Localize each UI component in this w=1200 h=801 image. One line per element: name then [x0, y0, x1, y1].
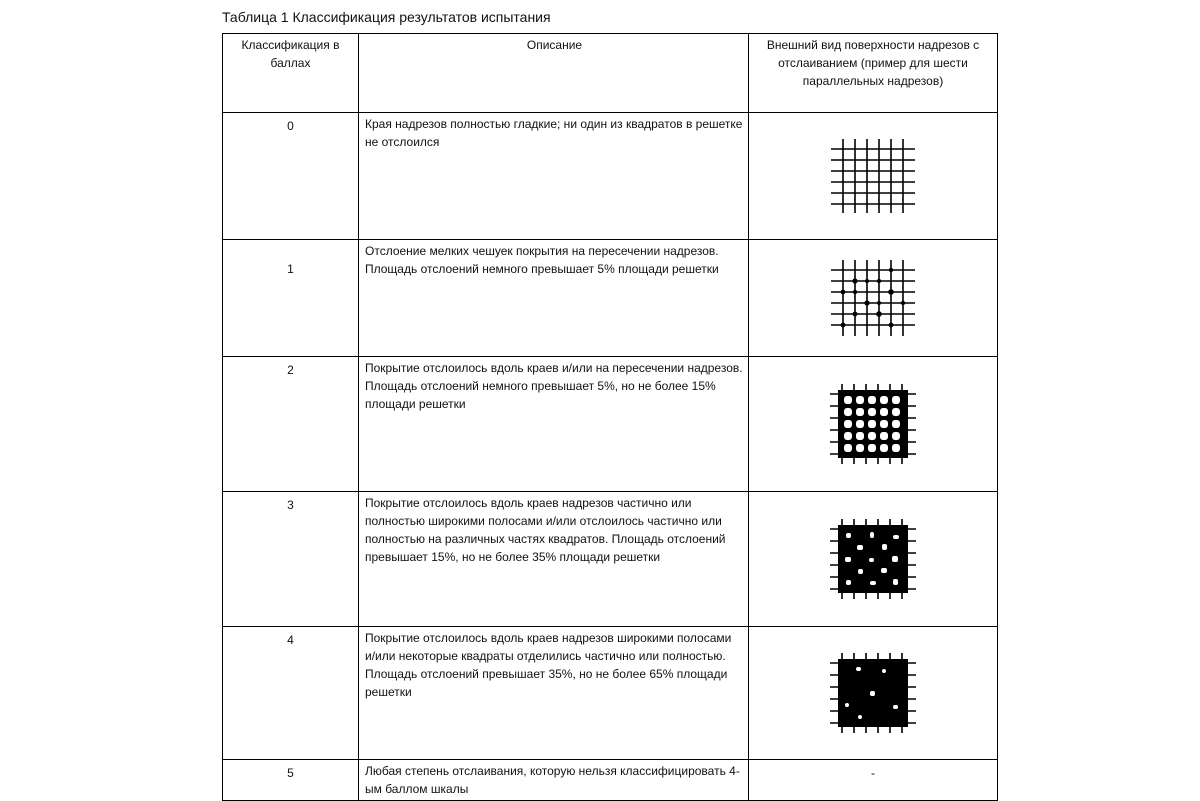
description-cell: Покрытие отслоилось вдоль краев надрезов широкими полосами и/или некоторые квадраты отделились частично или полностью. Площадь отслоений превышает 35%, но не более 65% площади решетки	[359, 627, 749, 760]
appearance-cell	[749, 113, 998, 240]
classification-table	[222, 33, 998, 801]
grid-edge-peeling-illustration	[830, 384, 916, 464]
appearance-cell	[749, 627, 998, 760]
score-value: 5	[287, 766, 294, 780]
score-cell	[223, 113, 359, 240]
grid-clean-illustration	[831, 139, 915, 213]
score-cell	[223, 760, 359, 801]
appearance-dash: -	[871, 766, 875, 780]
description-cell: Покрытие отслоилось вдоль краев надрезов частично или полностью широкими полосами и/или отслоилось частично или полностью на различных частях квадратов. Площадь отслоений превышает 15%, но не более 35% площади решетки	[359, 492, 749, 627]
description-cell: Покрытие отслоилось вдоль краев и/или на пересечении надрезов. Площадь отслоений немного превышает 5%, но не более 15% площади решетки	[359, 357, 749, 492]
score-value: 4	[287, 633, 294, 647]
table-row	[223, 627, 998, 760]
table-row	[223, 357, 998, 492]
header-description: Описание	[359, 34, 749, 113]
appearance-cell	[749, 357, 998, 492]
grid-small-flakes-illustration	[831, 260, 915, 336]
grid-wide-strips-illustration	[830, 519, 916, 599]
header-score: Классификация в баллах	[223, 34, 359, 113]
table-row	[223, 240, 998, 357]
description-cell: Отслоение мелких чешуек покрытия на пересечении надрезов. Площадь отслоений немного превышает 5% площади решетки	[359, 240, 749, 357]
table-header-row	[223, 34, 998, 113]
table-row	[223, 492, 998, 627]
table-row	[223, 113, 998, 240]
score-value: 3	[287, 498, 294, 512]
score-cell	[223, 240, 359, 357]
score-cell	[223, 357, 359, 492]
score-value: 1	[287, 262, 294, 276]
table-row	[223, 760, 998, 801]
score-value: 2	[287, 363, 294, 377]
appearance-cell	[749, 492, 998, 627]
header-appearance: Внешний вид поверхности надрезов с отслаиванием (пример для шести параллельных надрезов)	[749, 34, 998, 113]
table-caption: Таблица 1 Классификация результатов испытания	[222, 9, 551, 25]
score-cell	[223, 492, 359, 627]
score-value: 0	[287, 119, 294, 133]
description-cell: Любая степень отслаивания, которую нельзя классифицировать 4-ым баллом шкалы	[359, 760, 749, 801]
appearance-cell	[749, 240, 998, 357]
description-cell: Края надрезов полностью гладкие; ни один из квадратов в решетке не отслоился	[359, 113, 749, 240]
grid-heavy-peeling-illustration	[830, 653, 916, 733]
score-cell	[223, 627, 359, 760]
appearance-cell	[749, 760, 998, 801]
